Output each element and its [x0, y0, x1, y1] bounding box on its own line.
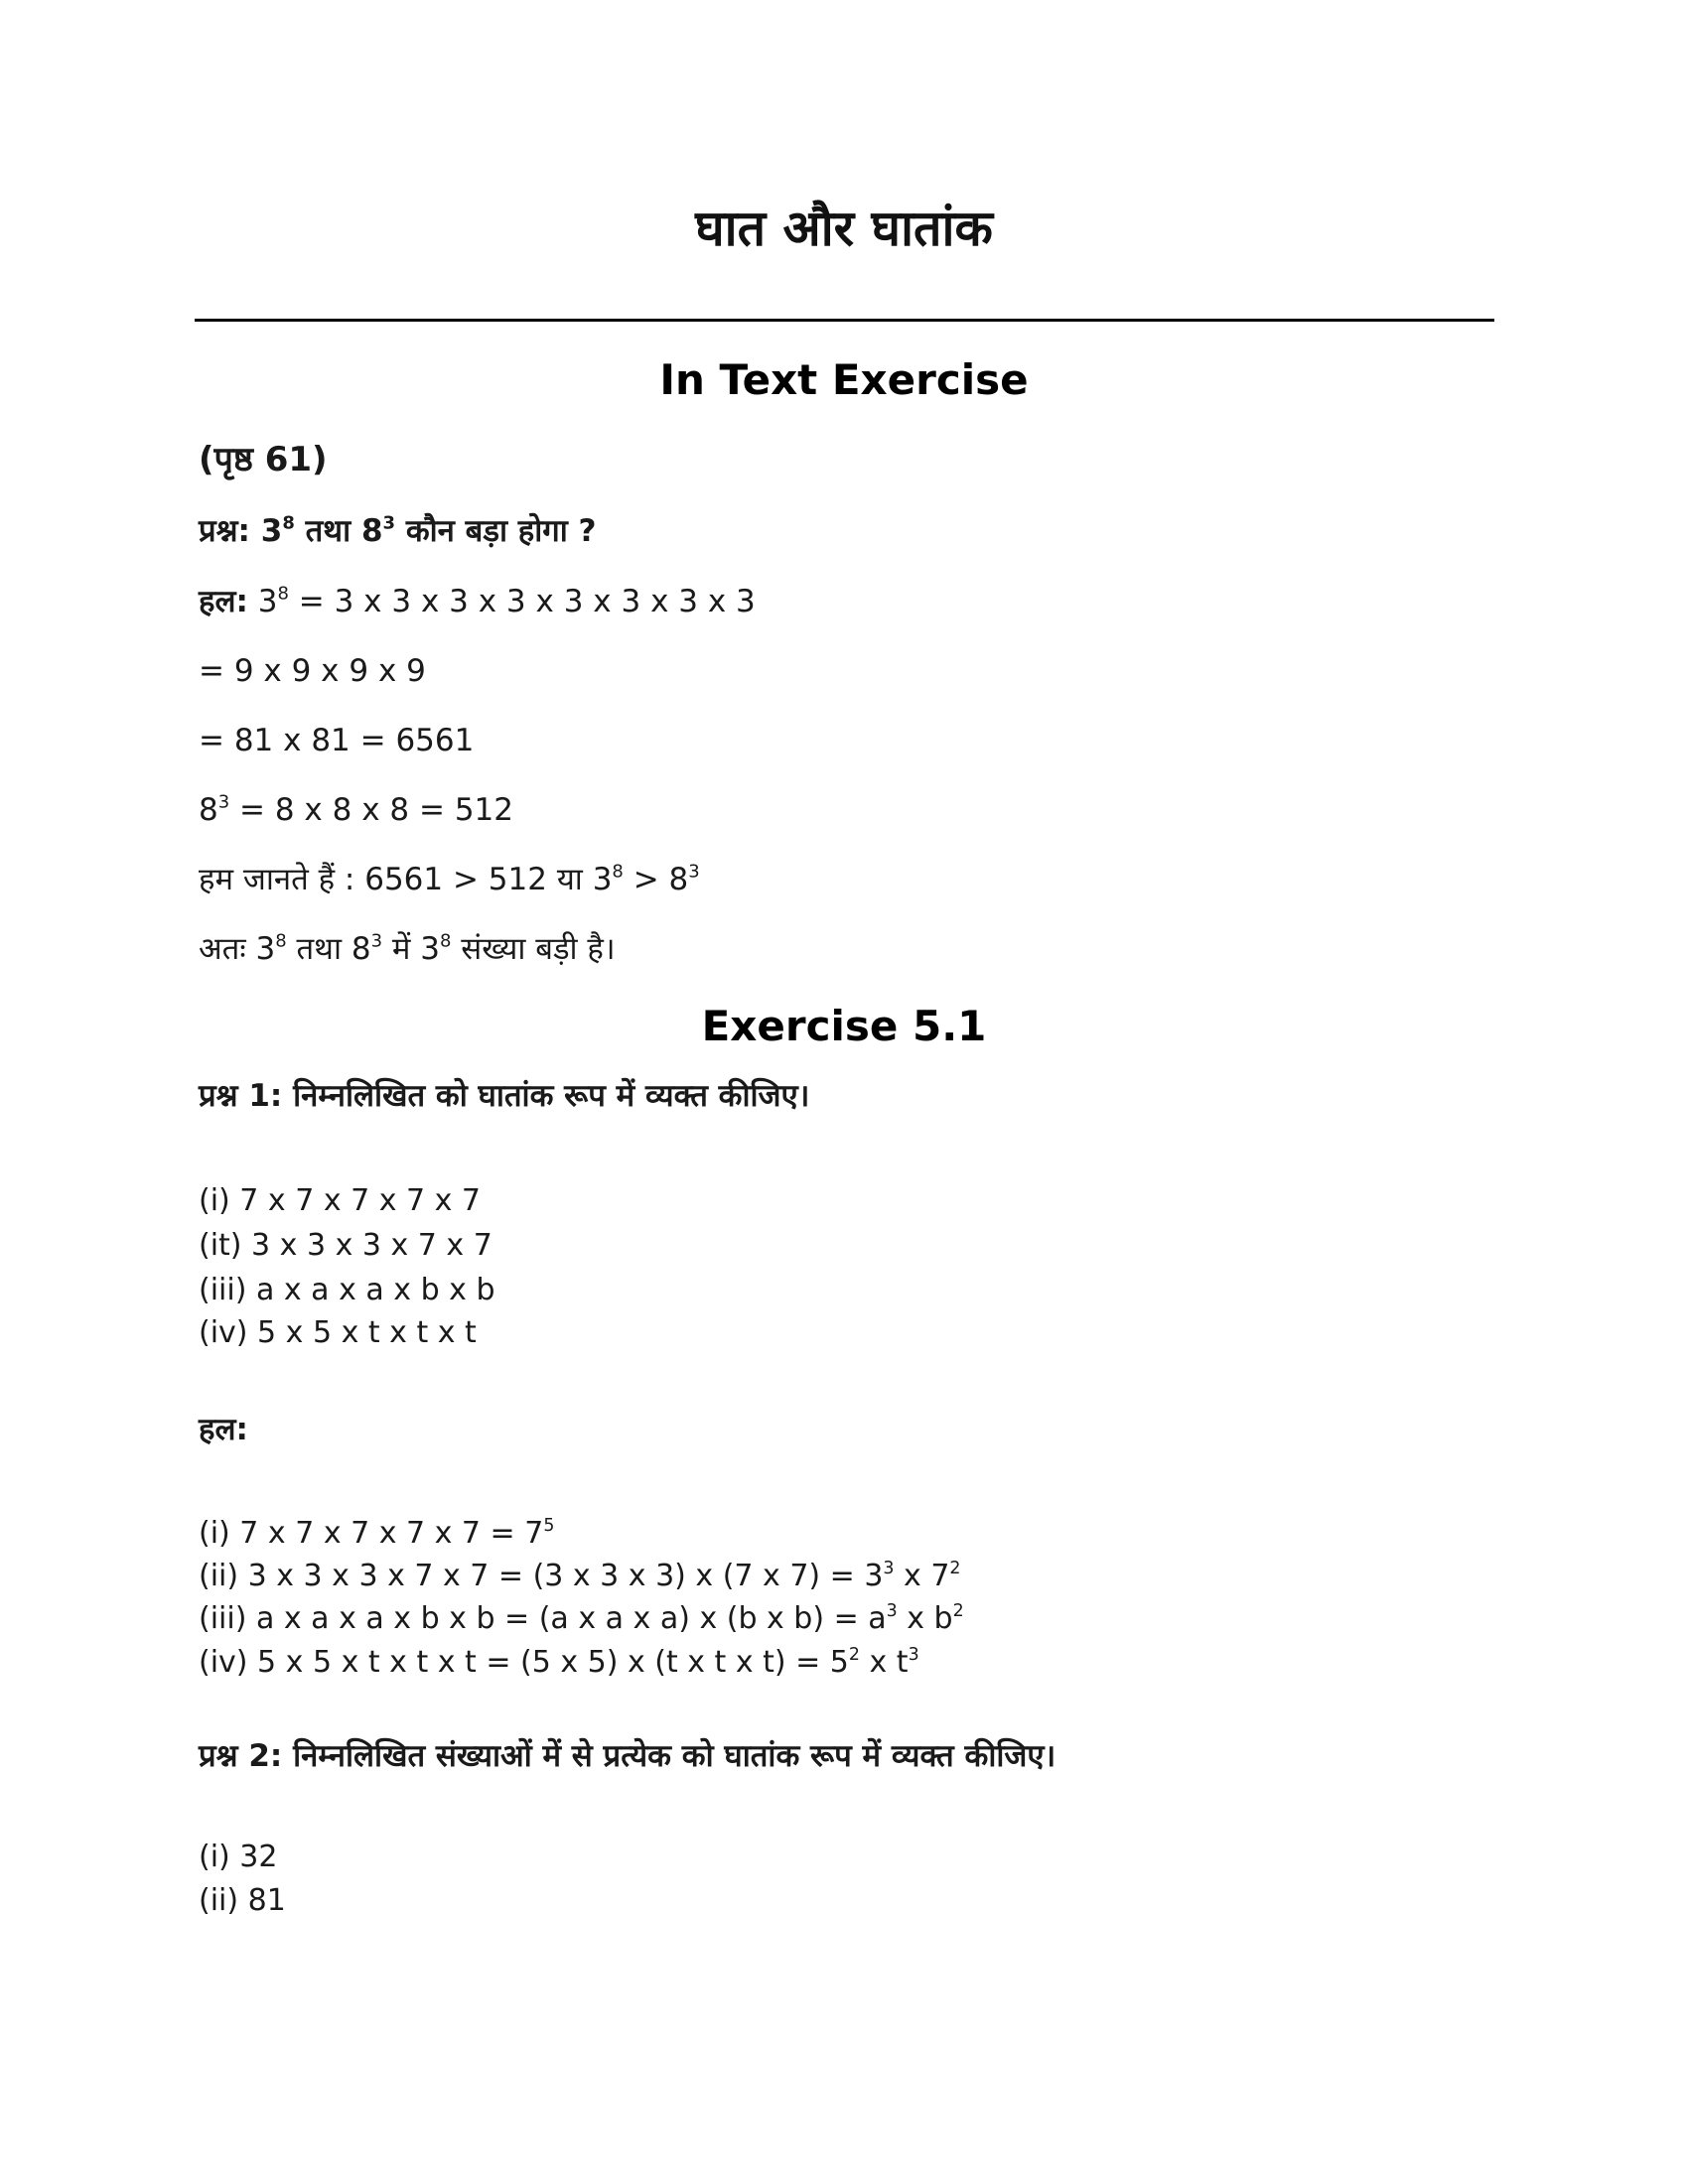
page-reference: (पृष्ठ 61) [199, 440, 328, 479]
in-text-solution-line-2: = 9 x 9 x 9 x 9 [199, 653, 426, 689]
q1-solution: (iv) 5 x 5 x t x t x t = (5 x 5) x (t x t x $t) = 5^2$ x $t^3$ [199, 1644, 919, 1680]
page-title: घात और घातांक [695, 200, 993, 257]
title-divider [195, 319, 1494, 322]
q1-solution: (iii) a x a x a x b x b = (a x a x a) x (b x $b) = a^3$ x $b^2$ [199, 1600, 964, 1636]
section-heading-in-text-exercise: In Text Exercise [659, 355, 1029, 404]
q1-solution: (i) 7 x 7 x 7 x 7 x $7 = 7^5$ [199, 1515, 555, 1551]
q2-item: (ii) 81 [199, 1883, 286, 1918]
section-heading-exercise-5-1: Exercise 5.1 [701, 1002, 987, 1050]
in-text-conclusion: अतः $3^8$ तथा $8^3$ में $3^8$ संख्या बड़ी है। [199, 930, 616, 967]
in-text-solution-line-5: हम जानते हैं : 6561 > 512 या $3^8 > 8^3$ [199, 861, 700, 897]
q2-item: (i) 32 [199, 1840, 278, 1874]
question-2: प्रश्न 2: निम्नलिखित संख्याओं में से प्रत्येक को घातांक रूप में व्यक्त कीजिए। [199, 1738, 1056, 1774]
in-text-question: प्रश्न: $3^8$ तथा $8^3$ कौन बड़ा होगा ? [199, 512, 597, 549]
q1-item: (iii) a x a x a x b x b [199, 1273, 495, 1307]
question-label: प्रश्न: [199, 513, 250, 549]
solution-label: हल: [199, 584, 248, 619]
q1-solution-label: हल: [199, 1412, 248, 1447]
q1-solution: (ii) 3 x 3 x 3 x 7 x 7 = (3 x 3 x 3) x (7 x $7) = 3^3$ x $7^2$ [199, 1558, 961, 1593]
in-text-solution-line-3: = 81 x 81 = 6561 [199, 723, 475, 758]
q1-item: (iv) 5 x 5 x t x t x t [199, 1315, 477, 1350]
q1-item: (it) 3 x 3 x 3 x 7 x 7 [199, 1228, 492, 1263]
question-1: प्रश्न 1: निम्नलिखित को घातांक रूप में व्यक्त कीजिए। [199, 1078, 810, 1114]
in-text-solution-line-4: $8^3 = 8$ x 8 x 8 = 512 [199, 791, 513, 828]
q1-item: (i) 7 x 7 x 7 x 7 x 7 [199, 1183, 482, 1218]
in-text-solution-line-1: हल: $3^8 = 3$ x 3 x 3 x 3 x 3 x 3 x 3 x 3 [199, 583, 756, 619]
